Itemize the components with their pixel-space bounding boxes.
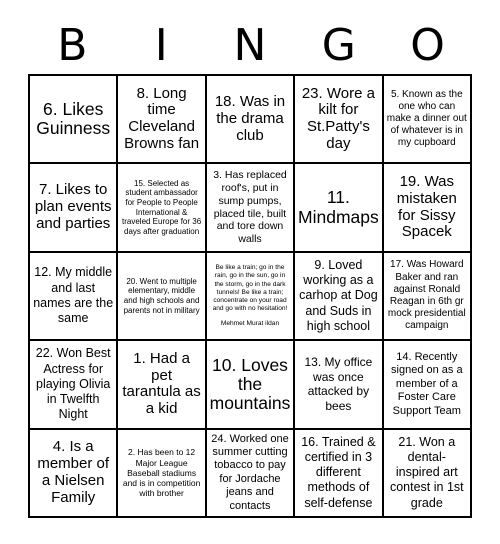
free-space-quote: Be like a train; go in the rain, go in the sun, go in the storm, go in the dark tunnels! Be like a train; concentrate on your road and go with no hesitation! [212,264,288,313]
bingo-cell[interactable]: 15. Selected as student ambassador for People to People International & traveled Europe for 36 days after graduation [117,163,205,251]
header-letter-b: B [57,20,88,71]
bingo-cell[interactable]: 23. Wore a kilt for St.Patty's day [294,75,382,163]
bingo-cell[interactable]: 14. Recently signed on as a member of a Foster Care Support Team [383,340,471,428]
bingo-cell[interactable]: 21. Won a dental-inspired art contest in 1st grade [383,429,471,517]
header-letter-o: O [410,20,445,71]
bingo-header [28,18,472,74]
bingo-cell[interactable]: 10. Loves the mountains [206,340,294,428]
bingo-cell[interactable]: 3. Has replaced roof's, put in sump pumps, placed tile, built and tore down walls [206,163,294,251]
bingo-cell[interactable]: 24. Worked one summer cutting tobacco to pay for Jordache jeans and contacts [206,429,294,517]
bingo-cell[interactable]: 7. Likes to plan events and parties [29,163,117,251]
bingo-cell[interactable]: 5. Known as the one who can make a dinner out of whatever is in my cupboard [383,75,471,163]
bingo-cell[interactable]: 4. Is a member of a Nielsen Family [29,429,117,517]
bingo-cell[interactable]: 16. Trained & certified in 3 different methods of self-defense [294,429,382,517]
bingo-cell[interactable]: 18. Was in the drama club [206,75,294,163]
header-letter-i: I [154,20,168,71]
free-space-cell[interactable] [206,252,294,340]
bingo-cell[interactable]: 19. Was mistaken for Sissy Spacek [383,163,471,251]
bingo-cell[interactable]: 8. Long time Cleveland Browns fan [117,75,205,163]
bingo-cell[interactable]: 17. Was Howard Baker and ran against Ronald Reagan in 6th gr mock presidential campaign [383,252,471,340]
bingo-cell[interactable]: 22. Won Best Actress for playing Olivia in Twelfth Night [29,340,117,428]
bingo-cell[interactable]: 20. Went to multiple elementary, middle and high schools and parents not in military [117,252,205,340]
free-space-author: Mehmet Murat ildan [220,319,280,327]
bingo-cell[interactable]: 11. Mindmaps [294,163,382,251]
bingo-cell[interactable]: 9. Loved working as a carhop at Dog and Suds in high school [294,252,382,340]
bingo-grid [28,74,472,518]
bingo-cell[interactable]: 6. Likes Guinness [29,75,117,163]
bingo-cell[interactable]: 1. Had a pet tarantula as a kid [117,340,205,428]
bingo-cell[interactable]: 12. My middle and last names are the same [29,252,117,340]
bingo-cell[interactable]: 2. Has been to 12 Major League Baseball stadiums and is in competition with brother [117,429,205,517]
header-letter-n: N [233,20,267,71]
header-letter-g: G [321,20,356,71]
bingo-cell[interactable]: 13. My office was once attacked by bees [294,340,382,428]
